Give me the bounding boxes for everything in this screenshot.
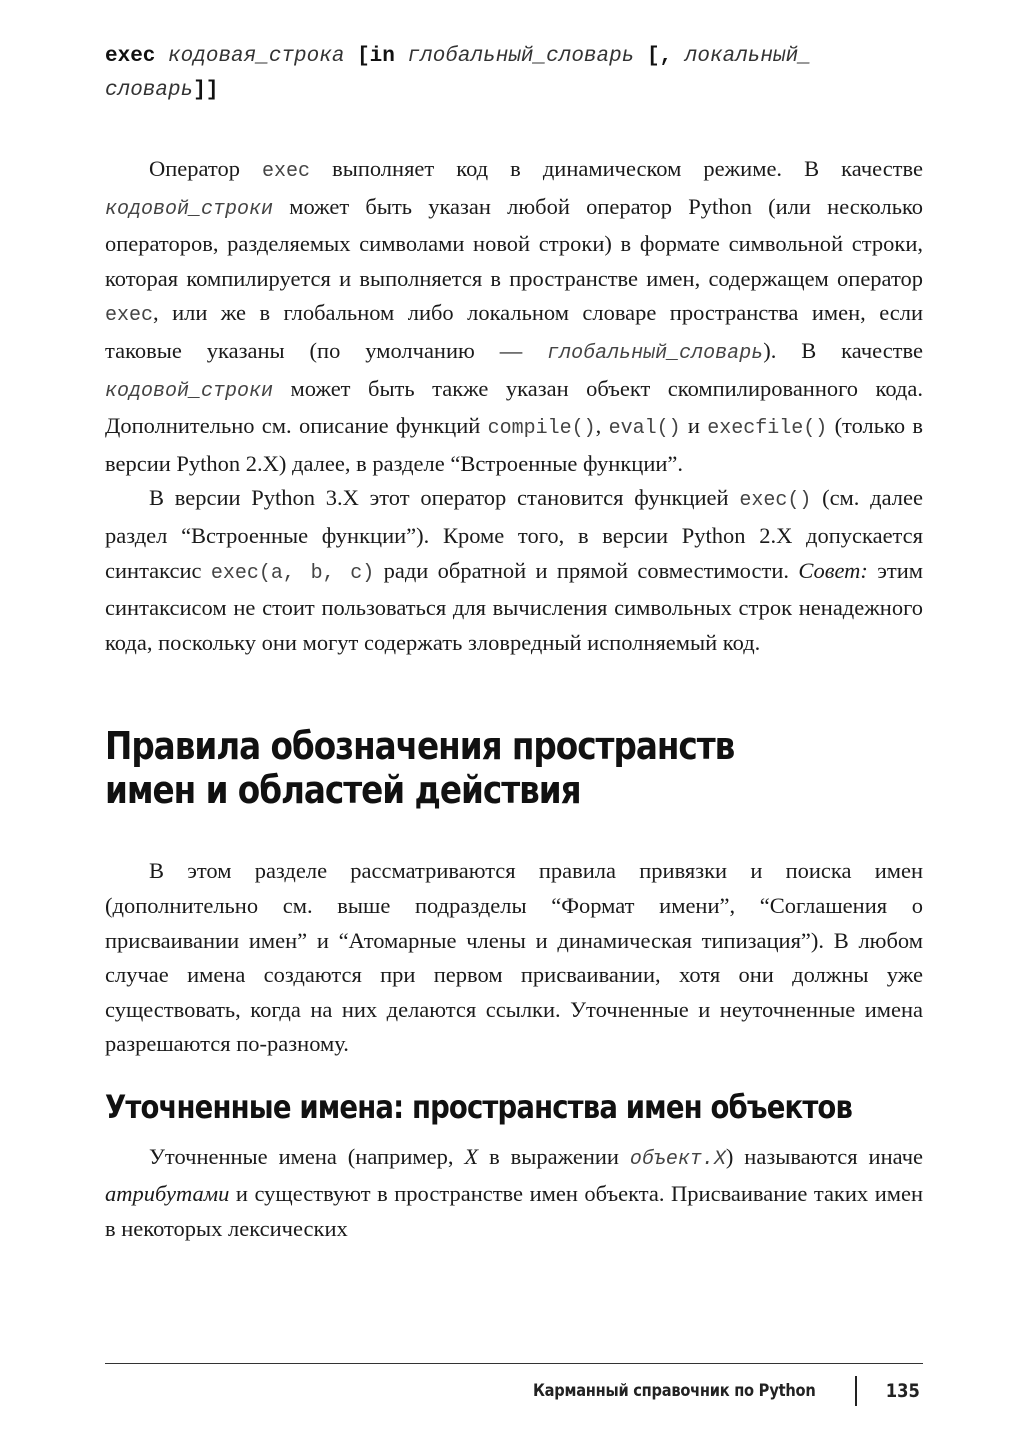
footer-divider: [105, 1363, 923, 1364]
syntax-global-dict: глобальный_словарь: [407, 45, 635, 68]
page-footer: [487, 1376, 923, 1406]
footer-separator: [855, 1376, 857, 1406]
paragraph-qualified-names: Уточненные имена (например, X в выражении объект.X) называются иначе атрибутами и существуют в пространстве имен объекта. Присваивание таких имен в некоторых лексических: [105, 1143, 923, 1242]
section-heading-line1: Правила обозначения пространств: [105, 724, 735, 769]
syntax-keyword: exec: [105, 45, 156, 68]
subsection-heading: Уточненные имена: пространства имен объектов: [105, 1087, 853, 1126]
section-heading: [105, 724, 913, 812]
syntax-local-dict-cont: словарь: [105, 79, 194, 102]
syntax-in: [in: [357, 45, 395, 68]
page-number: 135: [886, 1380, 921, 1402]
page-content: [105, 40, 923, 1247]
paragraph-exec-description: Оператор exec выполняет код в динамическом режиме. В качестве кодовой_строки может быть указан любой оператор Python (или несколько операторов, разделяемых символами новой строки) в формате символьной строки, которая компилируется и выполняется в пространстве имен, содержащем оператор exec, или же в глобальном либо локальном словаре пространства имен, если таковые указаны (по умолчанию — глобальный_словарь). В качестве кодовой_строки может быть также указан объект скомпилированного кода. Дополнительно см. описание функций compile(), eval() и execfile() (только в версии Python 2.X) далее, в разделе “Встроенные функции”.: [105, 156, 924, 476]
syntax-close: ]]: [193, 79, 219, 102]
syntax-code-string: кодовая_строка: [168, 45, 345, 68]
syntax-comma: [,: [646, 45, 673, 68]
syntax-local-dict: локальный_: [684, 45, 811, 68]
footer-book-title: Карманный справочник по Python: [532, 1381, 816, 1401]
paragraph-python3-note: В версии Python 3.X этот оператор становится функцией exec() (см. далее раздел “Встроенные функции”). Кроме того, в версии Python 2.X допускается синтаксис exec(a, b, c) ради обратной и прямой совместимости. Совет: этим синтаксисом не стоит пользоваться для вычисления символьных строк ненадежного кода, поскольку они могут содержать зловредный исполняемый код.: [105, 485, 924, 655]
section-heading-line2: имен и областей действия: [105, 768, 581, 813]
exec-syntax: [105, 40, 923, 108]
paragraph-section-intro: В этом разделе рассматриваются правила привязки и поиска имен (дополнительно см. выше подразделы “Формат имени”, “Соглашения о присваивании имен” и “Атомарные члены и динамическая типизация”). В любом случае имена создаются при первом присваивании, хотя они должны уже существовать, когда на них делаются ссылки. Уточненные и неуточненные имена разрешаются по-разному.: [105, 858, 923, 1057]
